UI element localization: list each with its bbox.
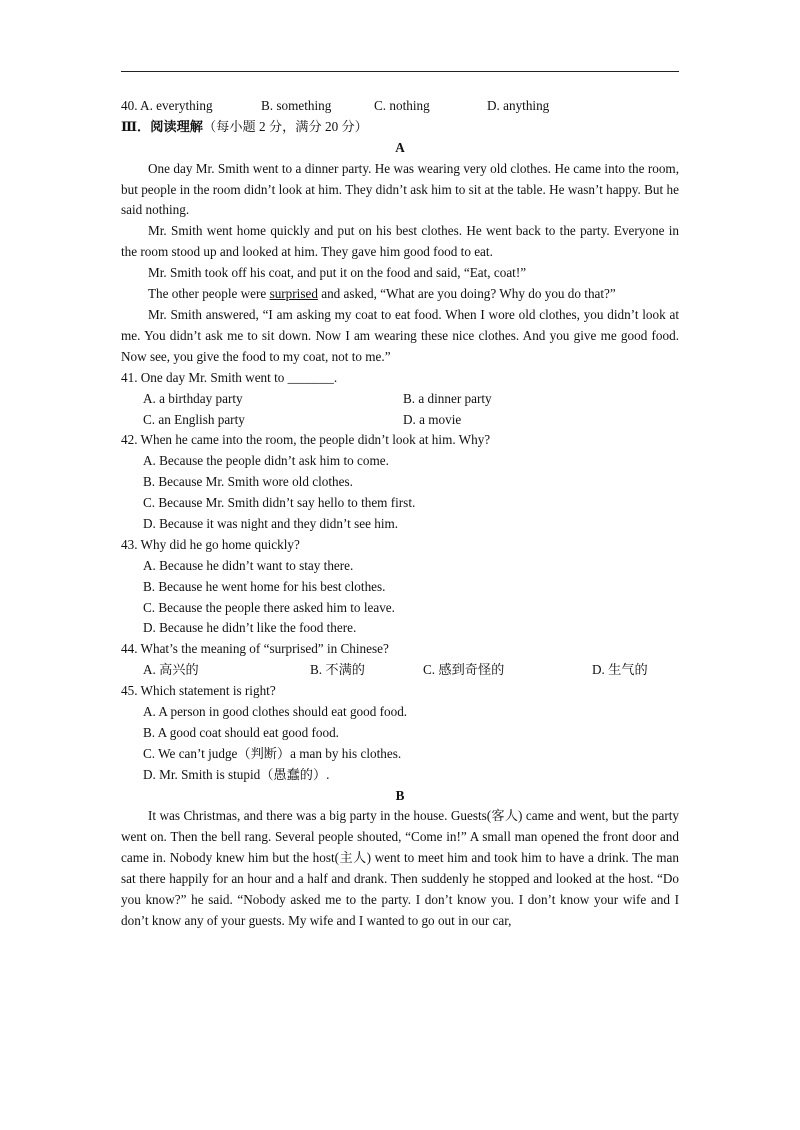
q42-option-c: C. Because Mr. Smith didn’t say hello to them first.: [143, 495, 416, 511]
q41-option-d: D. a movie: [403, 411, 462, 427]
question-40-options: [121, 96, 679, 117]
passage-b-heading: B: [395, 787, 405, 803]
question-42-stem: 42. When he came into the room, the people didn’t look at him. Why?: [121, 432, 491, 448]
q45-option-c: C. We can’t judge（判断）a man by his clothes.: [143, 745, 402, 761]
q44-option-d: D. 生气的: [592, 662, 648, 678]
q42-option-a: A. Because the people didn’t ask him to come.: [143, 453, 389, 469]
q45-option-b: B. A good coat should eat good food.: [143, 724, 339, 740]
q44-option-b: B. 不满的: [310, 662, 365, 678]
q42-option-d: D. Because it was night and they didn’t see him.: [143, 515, 399, 531]
question-41-options-row-2: [121, 410, 679, 431]
passage-a-paragraph-5: Mr. Smith answered, “I am asking my coat to eat food. When I wore old clothes, you didn’t look at me. You didn’t ask me to sit down. Now I am wearing these nice clothes. And you give me good food. Now see, you give the food to my coat, not to me.”: [121, 307, 679, 364]
p4-after: and asked, “What are you doing? Why do you do that?”: [317, 286, 616, 302]
question-41-stem: 41. One day Mr. Smith went to _______.: [121, 369, 338, 385]
question-43-stem: 43. Why did he go home quickly?: [121, 536, 300, 552]
passage-a-heading: A: [395, 139, 405, 155]
section-title: Ⅲ．阅读理解: [121, 118, 203, 134]
passage-a-paragraph-3: Mr. Smith took off his coat, and put it on the food and said, “Eat, coat!”: [148, 265, 527, 281]
q43-option-a: A. Because he didn’t want to stay there.: [143, 557, 354, 573]
underlined-word: surprised: [269, 286, 318, 302]
header-rule: [121, 71, 679, 72]
q45-option-a: A. A person in good clothes should eat good food.: [143, 703, 408, 719]
question-44-options: [121, 660, 679, 681]
section-note: （每小题 2 分，满分 20 分）: [203, 118, 368, 134]
q40-option-c: C. nothing: [374, 98, 430, 113]
q44-option-a: A. 高兴的: [143, 662, 199, 678]
passage-a-paragraph-4: [121, 284, 679, 305]
q40-option-a: 40. A. everything: [121, 98, 213, 113]
q44-option-c: C. 感到奇怪的: [423, 662, 505, 678]
q43-option-c: C. Because the people there asked him to leave.: [143, 599, 395, 615]
q40-option-d: D. anything: [487, 98, 550, 113]
q42-option-b: B. Because Mr. Smith wore old clothes.: [143, 474, 353, 490]
q40-option-b: B. something: [261, 98, 332, 113]
section-heading: [121, 117, 679, 138]
document-page: [121, 96, 679, 932]
q43-option-b: B. Because he went home for his best clothes.: [143, 578, 386, 594]
q41-option-a: A. a birthday party: [143, 390, 243, 406]
question-41-options-row-1: [121, 389, 679, 410]
q45-option-d: D. Mr. Smith is stupid（愚蠢的）.: [143, 766, 330, 782]
q43-option-d: D. Because he didn’t like the food there.: [143, 620, 357, 636]
passage-b-paragraph-1: It was Christmas, and there was a big party in the house. Guests(客人) came and went, but the party went on. Then the bell rang. Several people shouted, “Come in!” A small man opened the front door and came in. Nobody knew him but the host(主人) went to meet him and took him to have a drink. The man sat there happily for an hour and a half and drank. Then suddenly he stopped and looked at the host. “Do you know?” he said. “Nobody asked me to the party. I don’t know you. I don’t know your wife and I don’t know any of your guests. My wife and I wanted to go out in our car,: [121, 808, 679, 928]
question-45-stem: 45. Which statement is right?: [121, 683, 276, 699]
passage-a-paragraph-2: Mr. Smith went home quickly and put on his best clothes. He went back to the party. Everyone in the room stood up and looked at him. They gave him good food to eat.: [121, 223, 679, 260]
p4-before: The other people were: [148, 286, 270, 302]
q41-option-b: B. a dinner party: [403, 390, 492, 406]
passage-a-paragraph-1: One day Mr. Smith went to a dinner party. He was wearing very old clothes. He came into the room, but people in the room didn’t look at him. They didn’t ask him to sit at the table. He wasn’t happy. But he said nothing.: [121, 160, 679, 218]
q41-option-c: C. an English party: [143, 411, 245, 427]
question-44-stem: 44. What’s the meaning of “surprised” in Chinese?: [121, 641, 389, 657]
